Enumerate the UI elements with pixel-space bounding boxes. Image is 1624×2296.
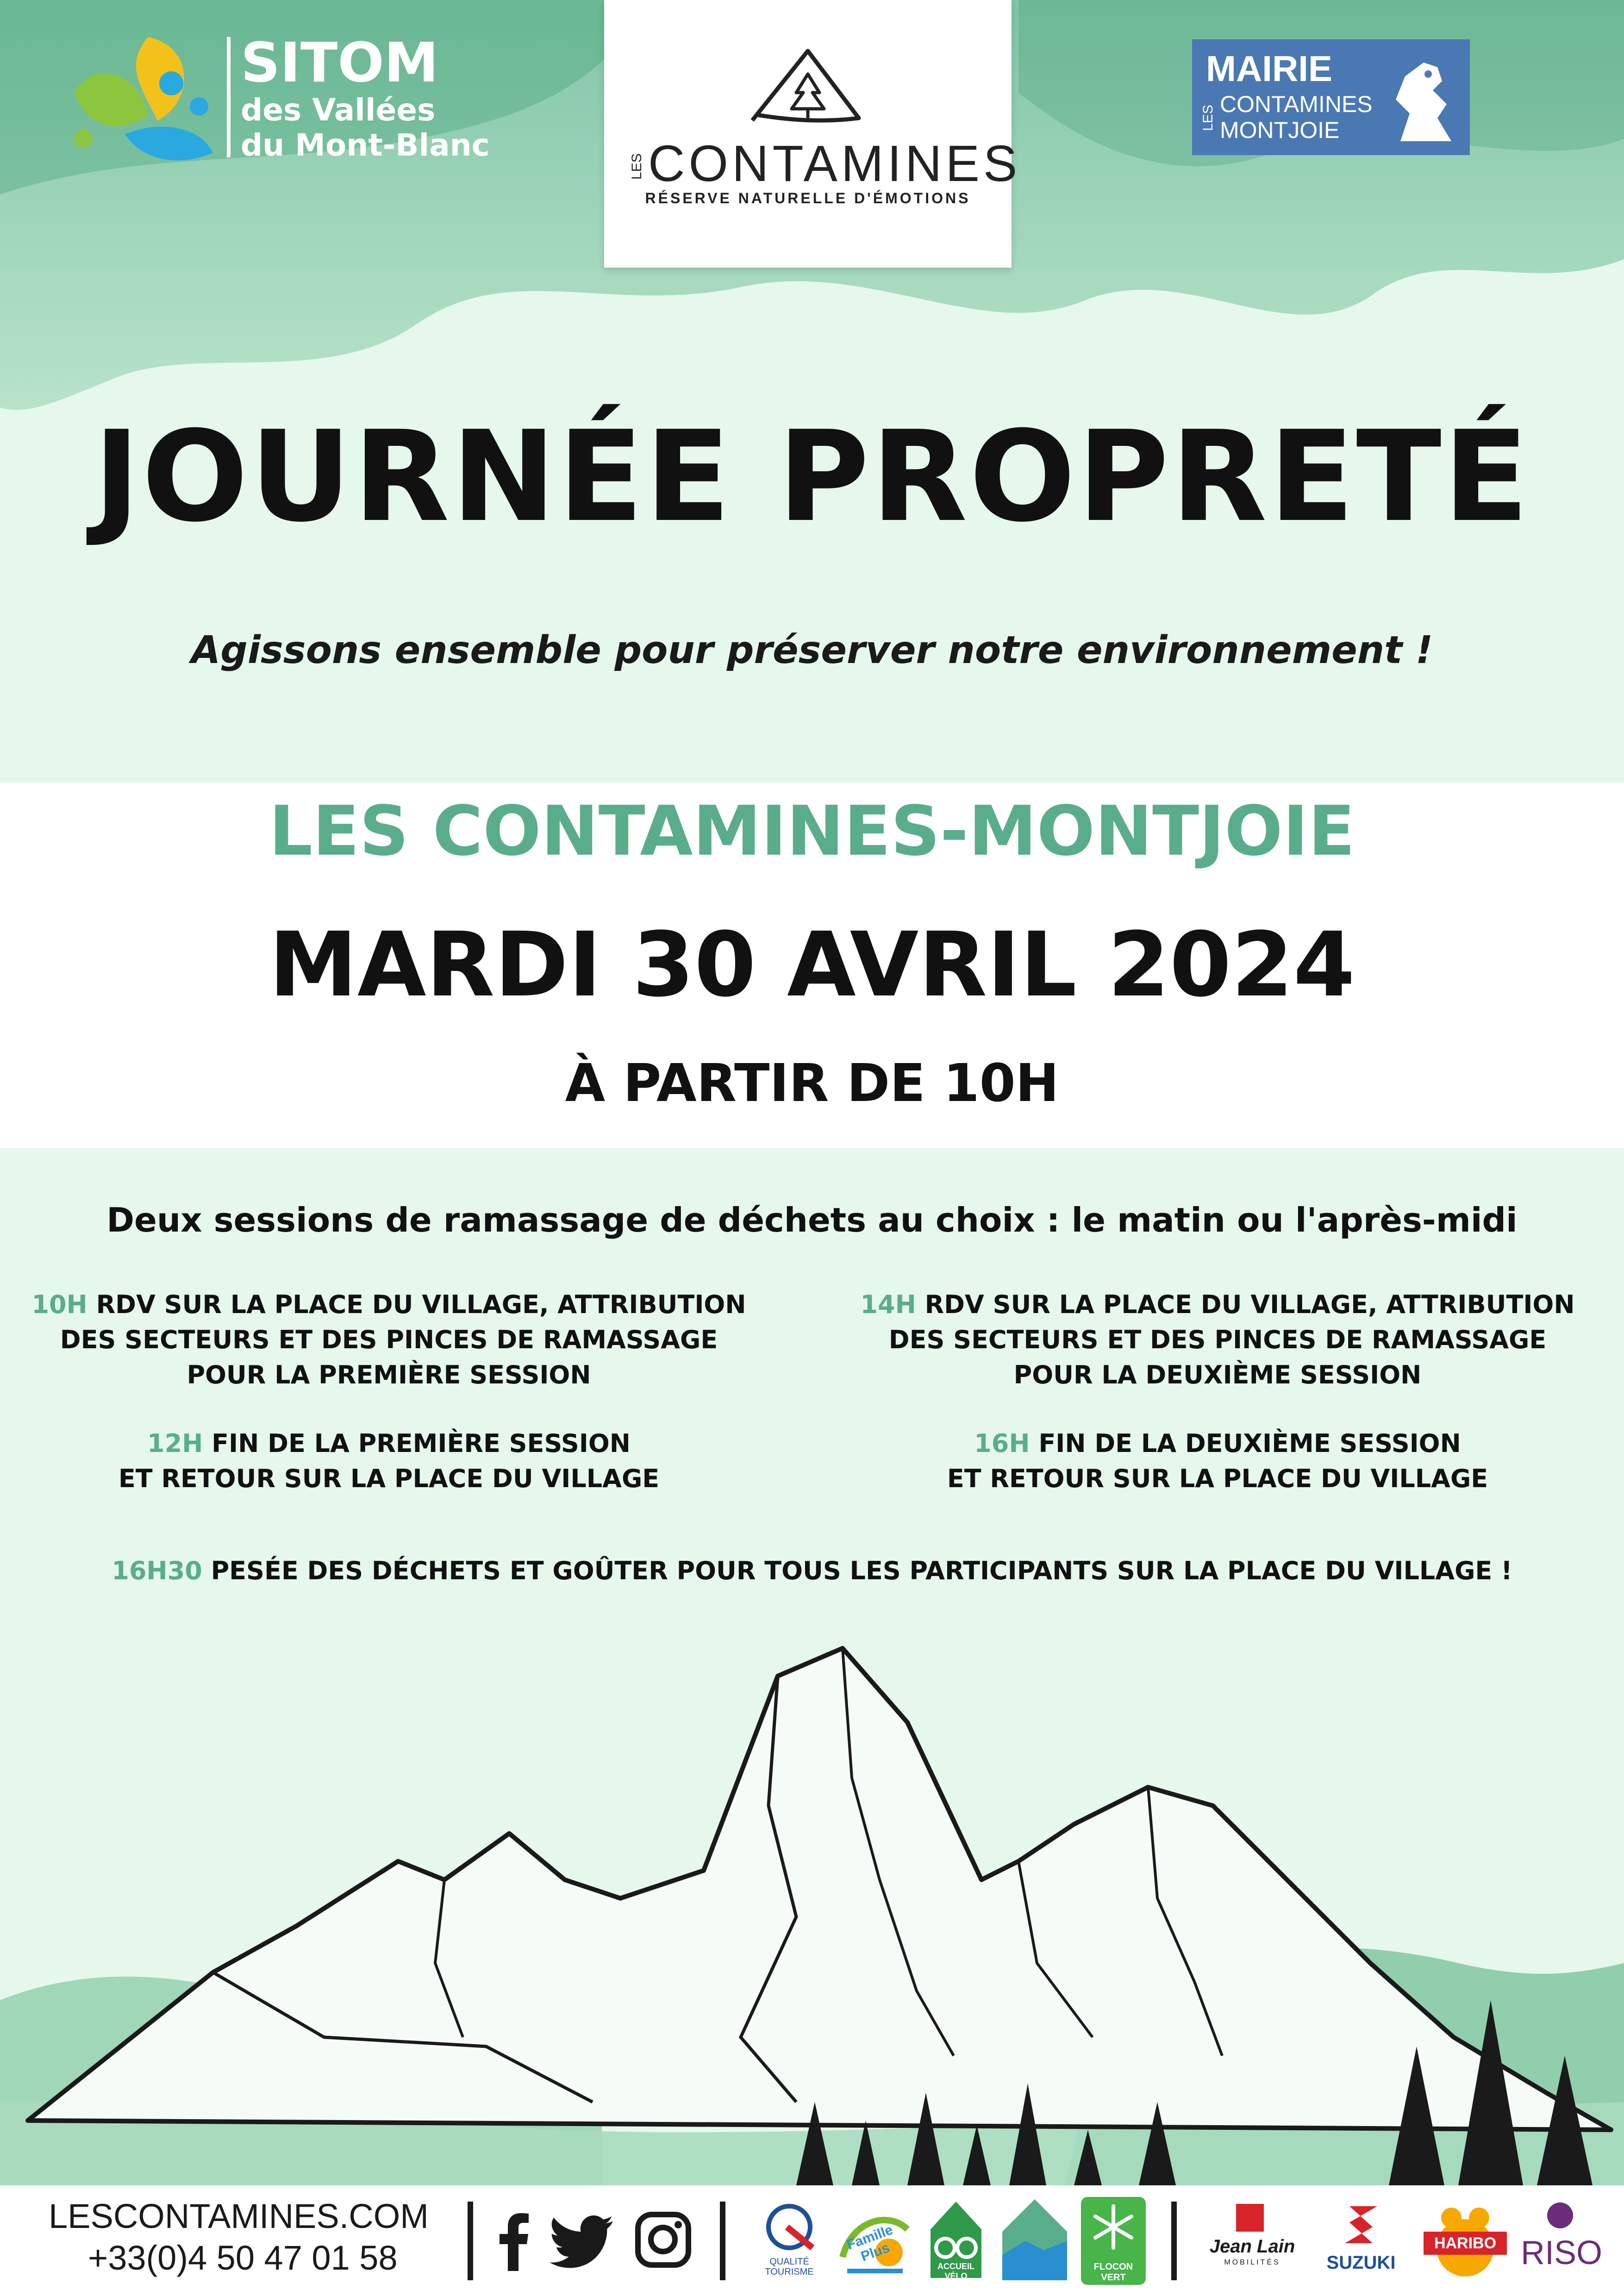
famille-plus-logo — [833, 2202, 912, 2280]
contamines-logo-prefix: LES — [629, 153, 644, 180]
accueil-velo-label: ACCUEIL VÉLO — [937, 2262, 974, 2281]
contamines-logo-card — [604, 0, 1021, 268]
riso-badge-icon — [1546, 2202, 1574, 2229]
landscape-label-icon — [1002, 2199, 1067, 2280]
qualite-tourisme-logo — [755, 2199, 824, 2283]
mairie-line-2: MONTJOIE — [1220, 117, 1340, 143]
afternoon-start-line-3: POUR LA DEUXIÈME SESSION — [1013, 1360, 1422, 1389]
page-title: JOURNÉE PROPRETÉ — [93, 404, 1531, 550]
footer — [0, 2185, 1624, 2296]
lion-crest-icon — [1382, 49, 1463, 148]
morning-start-line-1: RDV SUR LA PLACE DU VILLAGE, ATTRIBUTION — [87, 1290, 746, 1319]
final-text: PESÉE DES DÉCHETS ET GOÛTER POUR TOUS LES PARTICIPANTS SUR LA PLACE DU VILLAGE ! — [202, 1556, 1512, 1585]
famille-plus-label: Famille Plus — [844, 2222, 895, 2265]
haribo-label: HARIBO — [1424, 2232, 1507, 2255]
accueil-velo-logo — [926, 2197, 986, 2283]
footer-website[interactable]: LESCONTAMINES.COM — [49, 2197, 429, 2235]
sitom-divider — [227, 37, 231, 157]
afternoon-end-line-1: FIN DE LA DEUXIÈME SESSION — [1030, 1429, 1461, 1458]
morning-end-line-1: FIN DE LA PREMIÈRE SESSION — [203, 1429, 631, 1458]
final-block — [0, 1553, 1624, 1589]
sitom-logo — [56, 28, 500, 167]
footer-separator — [468, 2202, 473, 2280]
afternoon-start-block — [847, 1287, 1588, 1393]
morning-end-block — [28, 1426, 750, 1496]
afternoon-start-line-2: DES SECTEURS ET DES PINCES DE RAMASSAGE — [888, 1325, 1547, 1354]
suzuki-s-icon — [1340, 2202, 1382, 2248]
jean-lain-logo — [1204, 2204, 1301, 2278]
qualite-tourisme-label: QUALITÉ TOURISME — [765, 2257, 814, 2277]
afternoon-start-line-1: RDV SUR LA PLACE DU VILLAGE, ATTRIBUTION — [916, 1290, 1575, 1319]
afternoon-end-line-2: ET RETOUR SUR LA PLACE DU VILLAGE — [947, 1464, 1488, 1493]
contamines-logo-name: CONTAMINES — [648, 135, 1021, 192]
afternoon-end-block — [847, 1426, 1588, 1496]
haribo-logo — [1424, 2204, 1507, 2278]
time-label: 12H — [147, 1429, 203, 1458]
flocon-vert-label: FLOCON VERT — [1093, 2262, 1133, 2283]
mairie-prefix: LES — [1200, 105, 1216, 131]
event-place: LES CONTAMINES-MONTJOIE — [269, 791, 1355, 871]
mairie-logo — [1192, 39, 1470, 155]
snowflake-icon — [1090, 2204, 1137, 2250]
qualite-tourisme-icon — [755, 2199, 824, 2255]
morning-end-line-2: ET RETOUR SUR LA PLACE DU VILLAGE — [118, 1464, 660, 1493]
morning-start-line-3: POUR LA PREMIÈRE SESSION — [187, 1360, 591, 1389]
facebook-icon[interactable] — [498, 2211, 530, 2271]
event-start: À PARTIR DE 10H — [565, 1053, 1059, 1114]
time-label: 14H — [860, 1290, 916, 1319]
instagram-icon[interactable] — [634, 2211, 692, 2269]
riso-logo — [1521, 2202, 1603, 2280]
contamines-logo-tagline: RÉSERVE NATURELLE D'ÉMOTIONS — [645, 190, 971, 206]
footer-separator — [1171, 2202, 1177, 2280]
jean-lain-mark — [1236, 2204, 1264, 2232]
mountain-illustration — [0, 1639, 1624, 2185]
time-label: 16H30 — [112, 1556, 202, 1585]
jean-lain-sub: MOBILITÉS — [1224, 2258, 1280, 2266]
morning-start-block — [28, 1287, 750, 1393]
mountain-tree-icon — [743, 42, 873, 125]
sitom-line-3: du Mont-Blanc — [241, 127, 490, 163]
footer-separator — [720, 2202, 725, 2280]
suzuki-logo — [1324, 2202, 1398, 2280]
schedule-intro: Deux sessions de ramassage de déchets au choix : le matin ou l'après-midi — [106, 1201, 1518, 1239]
morning-start-line-2: DES SECTEURS ET DES PINCES DE RAMASSAGE — [60, 1325, 718, 1354]
sitom-line-2: des Vallées — [241, 92, 436, 128]
riso-label: RISO — [1521, 2234, 1603, 2271]
footer-phone[interactable]: +33(0)4 50 47 01 58 — [88, 2239, 398, 2277]
jean-lain-label: Jean Lain — [1209, 2236, 1295, 2257]
event-date: MARDI 30 AVRIL 2024 — [269, 913, 1355, 1017]
sitom-emblem-icon — [56, 28, 222, 167]
mairie-title: MAIRIE — [1206, 48, 1332, 89]
time-label: 10H — [31, 1290, 87, 1319]
suzuki-label: SUZUKI — [1326, 2252, 1396, 2273]
page-subtitle: Agissons ensemble pour préserver notre environnement ! — [191, 628, 1433, 672]
flocon-vert-logo — [1081, 2197, 1146, 2285]
mairie-line-1: CONTAMINES — [1220, 91, 1373, 117]
time-label: 16H — [974, 1429, 1030, 1458]
sitom-title: SITOM — [241, 31, 439, 94]
twitter-icon[interactable] — [549, 2215, 613, 2269]
